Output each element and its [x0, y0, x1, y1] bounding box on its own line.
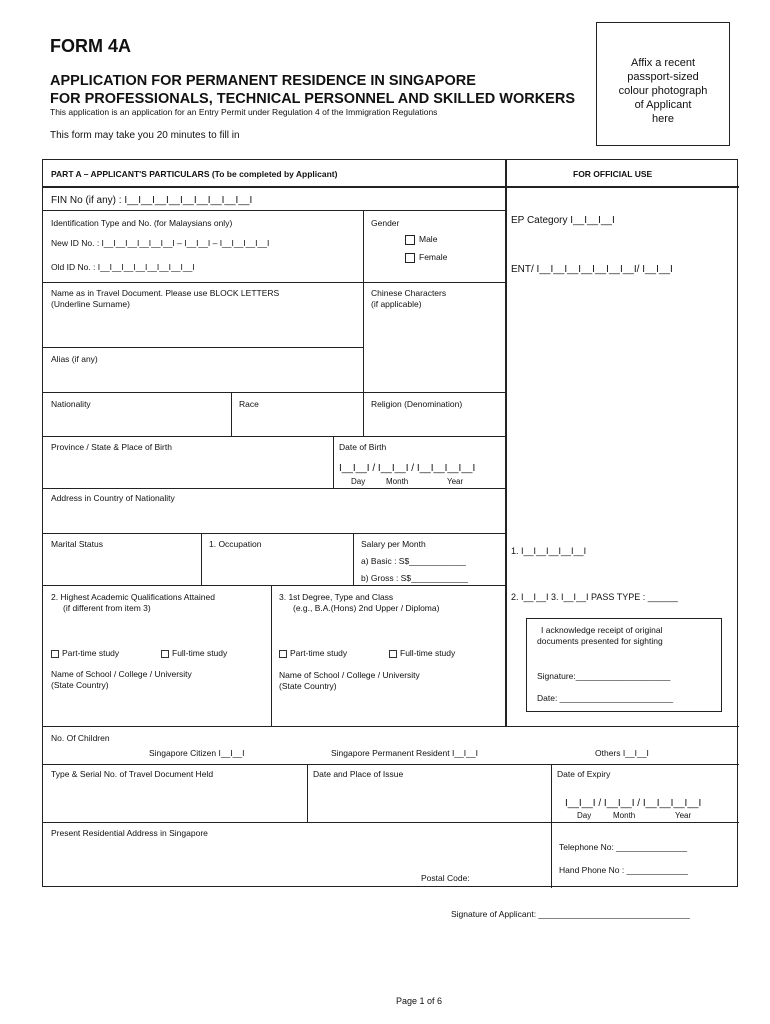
postal-code-field[interactable]: Postal Code:: [421, 873, 470, 883]
expiry-field[interactable]: I__I__I / I__I__I / I__I__I__I__I: [565, 798, 702, 809]
time-note: This form may take you 20 minutes to fill in: [50, 130, 240, 141]
qual-part-time-label: Part-time study: [62, 648, 120, 658]
qual-full-time-label: Full-time study: [172, 648, 228, 658]
fin-field[interactable]: FIN No (if any) : I__I__I__I__I__I__I__I__I__I: [51, 195, 253, 206]
ep-category-field[interactable]: EP Category I__I__I__I: [511, 215, 615, 226]
qual-school-label-2: (State Country): [51, 680, 109, 690]
expiry-label: Date of Expiry: [557, 769, 611, 779]
acknowledgement-box: [526, 618, 722, 712]
other-children-field[interactable]: Others I__I__I: [595, 748, 649, 758]
expiry-year-label: Year: [675, 811, 692, 820]
ent-field[interactable]: ENT/ I__I__I__I__I__I__I__I/ I__I__I: [511, 264, 673, 275]
photo-text-4: of Applicant: [634, 99, 692, 111]
applicant-signature-field[interactable]: Signature of Applicant: ________________________________: [451, 909, 690, 919]
basic-salary-field[interactable]: a) Basic : S$____________: [361, 556, 466, 566]
travel-doc-label: Type & Serial No. of Travel Document Held: [51, 769, 214, 779]
subheading: This application is an application for an Entry Permit under Regulation 4 of the Immigration Regulations: [50, 107, 438, 117]
qual-full-time-checkbox[interactable]: [161, 650, 169, 658]
deg-school-label-2: (State Country): [279, 681, 337, 691]
male-checkbox[interactable]: [405, 235, 415, 245]
name-label-2: (Underline Surname): [51, 299, 130, 309]
female-label: Female: [419, 252, 448, 262]
photo-text-1: Affix a recent: [631, 57, 695, 69]
expiry-month-label: Month: [613, 811, 636, 820]
heading-line-1: APPLICATION FOR PERMANENT RESIDENCE IN SINGAPORE: [50, 73, 476, 89]
name-label-1: Name as in Travel Document. Please use BLOCK LETTERS: [51, 288, 280, 298]
male-option[interactable]: [405, 234, 437, 245]
dob-field[interactable]: I__I__I / I__I__I / I__I__I__I__I: [339, 463, 476, 474]
dob-day-label: Day: [351, 477, 366, 486]
female-option[interactable]: [405, 252, 447, 263]
deg-part-time-checkbox[interactable]: [279, 650, 287, 658]
handphone-field[interactable]: Hand Phone No : _____________: [559, 865, 689, 875]
old-id-field[interactable]: Old ID No. : I__I__I__I__I__I__I__I__I: [51, 262, 195, 272]
expiry-day-label: Day: [577, 811, 592, 820]
qual-part-time-checkbox[interactable]: [51, 650, 59, 658]
page-number: Page 1 of 6: [396, 996, 443, 1006]
gross-salary-field[interactable]: b) Gross : S$____________: [361, 573, 468, 583]
form-frame: [42, 159, 738, 887]
citizen-children-field[interactable]: Singapore Citizen I__I__I: [149, 748, 245, 758]
deg-full-time-checkbox[interactable]: [389, 650, 397, 658]
qual-school-label-1: Name of School / College / University: [51, 669, 192, 679]
ack-signature-field[interactable]: Signature:____________________: [537, 671, 671, 681]
ack-date-field[interactable]: Date: ________________________: [537, 693, 674, 703]
occupation-label: 1. Occupation: [209, 539, 262, 549]
id-type-label: Identification Type and No. (for Malaysians only): [51, 218, 233, 228]
qual-full-time-option[interactable]: [161, 648, 227, 658]
qualification-label-1: 2. Highest Academic Qualifications Attained: [51, 592, 215, 602]
qualification-label-2: (if different from item 3): [63, 603, 151, 613]
male-label: Male: [419, 234, 438, 244]
dob-year-label: Year: [447, 477, 464, 486]
photo-box[interactable]: [596, 22, 730, 146]
heading-line-2: FOR PROFESSIONALS, TECHNICAL PERSONNEL AND SKILLED WORKERS: [50, 91, 575, 107]
photo-text-2: passport-sized: [627, 71, 699, 83]
address-nationality-label: Address in Country of Nationality: [51, 493, 175, 503]
official-field-1[interactable]: 1. I__I__I__I__I__I: [511, 546, 587, 556]
deg-school-label-1: Name of School / College / University: [279, 670, 420, 680]
alias-label: Alias (if any): [51, 354, 98, 364]
children-label: No. Of Children: [51, 733, 110, 743]
religion-label: Religion (Denomination): [371, 399, 463, 409]
pr-children-field[interactable]: Singapore Permanent Resident I__I__I: [331, 748, 478, 758]
degree-label-2: (e.g., B.A.(Hons) 2nd Upper / Diploma): [293, 603, 440, 613]
photo-text-5: here: [651, 113, 675, 125]
telephone-field[interactable]: Telephone No: _______________: [559, 842, 688, 852]
deg-part-time-label: Part-time study: [290, 648, 348, 658]
dob-label: Date of Birth: [339, 442, 387, 452]
official-use-header: FOR OFFICIAL USE: [573, 169, 653, 179]
new-id-field[interactable]: New ID No. : I__I__I__I__I__I__I – I__I__I – I__I__I__I__I: [51, 238, 270, 248]
female-checkbox[interactable]: [405, 253, 415, 263]
chinese-label-1: Chinese Characters: [371, 288, 447, 298]
salary-label: Salary per Month: [361, 539, 426, 549]
chinese-label-2: (if applicable): [371, 299, 422, 309]
marital-label: Marital Status: [51, 539, 103, 549]
form-heading: [50, 72, 575, 108]
official-field-2[interactable]: 2. I__I__I 3. I__I__I PASS TYPE : ______: [511, 592, 678, 602]
deg-full-time-label: Full-time study: [400, 648, 456, 658]
ack-text-2: documents presented for sighting: [537, 636, 663, 646]
deg-part-time-option[interactable]: [279, 648, 347, 658]
race-label: Race: [239, 399, 259, 409]
photo-text-3: colour photograph: [618, 85, 708, 97]
birthplace-label: Province / State & Place of Birth: [51, 442, 172, 452]
degree-label-1: 3. 1st Degree, Type and Class: [279, 592, 394, 602]
ack-text-1: I acknowledge receipt of original: [541, 625, 663, 635]
part-a-header: PART A – APPLICANT'S PARTICULARS (To be completed by Applicant): [51, 169, 338, 179]
qual-part-time-option[interactable]: [51, 648, 119, 658]
issue-label: Date and Place of Issue: [313, 769, 404, 779]
gender-label: Gender: [371, 218, 400, 228]
dob-month-label: Month: [386, 477, 409, 486]
nationality-label: Nationality: [51, 399, 91, 409]
deg-full-time-option[interactable]: [389, 648, 455, 658]
present-address-label: Present Residential Address in Singapore: [51, 828, 208, 838]
form-number: FORM 4A: [50, 36, 131, 56]
